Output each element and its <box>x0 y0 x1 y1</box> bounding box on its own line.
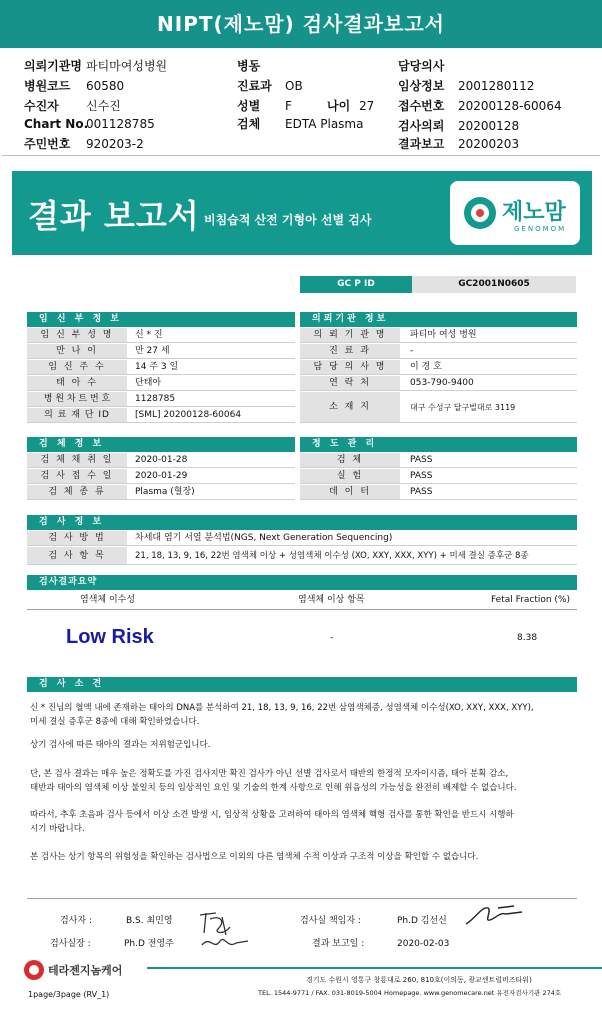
header-department: 진료과 OB <box>237 79 303 93</box>
report-title: NIPT(제노맘) 검사결과보고서 <box>0 0 602 48</box>
table-row: 검 사 항 목 21, 18, 13, 9, 16, 22번 염색체 이상 + 성염색체 이수성 (XO, XXY, XXX, XYY) + 미세 결실 증후군 8종 <box>27 547 577 565</box>
logo-mark-icon <box>464 197 496 229</box>
finding-line: 본 검사는 상기 항목의 위험성을 확인하는 검사법으로 이외의 다른 염색체 수적 이상과 구조적 이상을 확인할 수 없습니다. <box>30 852 479 862</box>
lab-head-name: Ph.D 전영주 <box>124 939 174 949</box>
result-banner <box>12 171 592 255</box>
table-row: 임 신 부 성 명 신 * 진 <box>27 328 295 343</box>
finding-line: 따라서, 추후 초음파 검사 등에서 이상 소견 발생 시, 임상적 상황을 고려하여 태아의 염색체 핵형 검사를 통한 확인을 반드시 시행하 <box>30 810 514 820</box>
company-name: 테라젠지놈케어 <box>48 964 123 977</box>
header-receipt-no: 접수번호 20200128-60064 <box>398 99 562 113</box>
table-row: 소 재 지 대구 수성구 달구벌대로 3119 <box>300 392 577 423</box>
report-date-label: 결과 보고일 : <box>312 939 365 949</box>
table-row: 검 사 접 수 일 2020-01-29 <box>27 469 295 484</box>
table-row: 병 원 차 트 번 호 1128785 <box>27 392 295 407</box>
abnormal-item-value: - <box>330 633 334 643</box>
gcp-id-value: GC2001N0605 <box>412 276 576 293</box>
table-row: 검 사 방 법 차세대 염기 서열 분석법(NGS, Next Generation Sequencing) <box>27 531 577 546</box>
header-sex: 성별 F <box>237 99 292 113</box>
table-row: 의 료 재 단 ID [SML] 20200128-60064 <box>27 408 295 423</box>
fetal-fraction-value: 8.38 <box>517 633 538 643</box>
table-row: 담 당 의 사 명 이 경 호 <box>300 360 577 375</box>
header-request-date: 검사의뢰 20200128 <box>398 119 520 133</box>
banner-title: 결과 보고서 <box>28 197 200 235</box>
header-ward: 병동 <box>237 59 261 73</box>
responsible-name: Ph.D 김선신 <box>397 916 447 926</box>
pregnant-info-heading: 임 신 부 정 보 <box>27 312 295 327</box>
signature-icon <box>192 905 252 955</box>
risk-result: Low Risk <box>66 626 154 648</box>
table-row: 데 이 터 PASS <box>300 485 577 500</box>
table-row: 검 체 종 류 Plasma (혈장) <box>27 485 295 500</box>
table-row: 연 락 처 053-790-9400 <box>300 376 577 391</box>
responsible-label: 검사실 책임자 : <box>300 916 361 926</box>
header-report-date: 결과보고 20200203 <box>398 137 520 151</box>
company-logo-icon <box>24 960 44 980</box>
table-row: 만 나 이 만 27 세 <box>27 344 295 359</box>
table-row: 진 료 과 - <box>300 344 577 359</box>
institution-info-heading: 의뢰기관 정보 <box>300 312 577 327</box>
header-resident-no: 주민번호 920203-2 <box>24 137 144 151</box>
finding-line: 단, 본 검사 결과는 매우 높은 정확도를 가진 검사지만 확진 검사가 아닌 선별 검사로서 태반의 한정적 모자이시즘, 태아 분획 감소, <box>30 769 509 779</box>
summary-col-abnormal: 염색체 이상 항목 <box>298 595 365 605</box>
divider <box>27 609 577 610</box>
header-clinical-info: 임상정보 2001280112 <box>398 79 535 93</box>
header-age: 나이 27 <box>327 99 375 113</box>
table-row: 검 체 채 취 일 2020-01-28 <box>27 453 295 468</box>
page-number: 1page/3page (RV_1) <box>28 990 110 999</box>
table-row: 임 신 주 수 14 주 3 일 <box>27 360 295 375</box>
summary-heading: 검사결과요약 <box>27 575 577 590</box>
table-row: 태 아 수 단태아 <box>27 376 295 391</box>
summary-col-fetal-fraction: Fetal Fraction (%) <box>491 595 570 605</box>
finding-line: 미세 결실 증후군 8종에 대해 확인하였습니다. <box>30 717 200 727</box>
genomom-logo: 제노맘 GENOMOM <box>450 181 580 245</box>
tester-label: 검사자 : <box>60 916 92 926</box>
specimen-info-heading: 검 체 정 보 <box>27 437 295 452</box>
finding-line: 신 * 진님의 혈액 내에 존재하는 태아의 DNA를 분석하여 21, 18, 13, 9, 16, 22번 삼염색체증, 성염색체 이수성(XO, XXY, XXX, XYY), <box>30 703 534 713</box>
signature-icon <box>462 900 526 930</box>
qc-info-heading: 정 도 관 리 <box>300 437 577 452</box>
finding-line: 시기 바랍니다. <box>30 824 85 834</box>
finding-line: 상기 검사에 따른 태아의 결과는 저위험군입니다. <box>30 740 211 750</box>
header-hospital-code: 병원코드 60580 <box>24 79 125 93</box>
test-info-heading: 검 사 정 보 <box>27 515 577 530</box>
findings-heading: 검 사 소 견 <box>27 677 577 692</box>
header-specimen: 검체 EDTA Plasma <box>237 117 364 131</box>
header-chart-no: Chart No.001128785 <box>24 117 155 131</box>
divider <box>27 898 577 899</box>
header-patient: 수진자 신수진 <box>24 99 121 113</box>
table-row: 실 험 PASS <box>300 469 577 484</box>
lab-head-label: 검사실장 : <box>50 939 91 949</box>
header-doctor: 담당의사 <box>398 59 445 73</box>
report-date-value: 2020-02-03 <box>397 939 450 949</box>
footer-contact: TEL. 1544-9771 / FAX. 031-8019-5004 Homepage. www.genomecare.net 유전자검사기관 274호 <box>258 989 562 997</box>
banner-subtitle: 비침습적 산전 기형아 선별 검사 <box>204 213 372 227</box>
tester-name: B.S. 최민영 <box>126 916 173 926</box>
header-institution: 의뢰기관명 파티마여성병원 <box>24 59 168 73</box>
table-row: 검 체 PASS <box>300 453 577 468</box>
divider <box>2 155 600 156</box>
divider <box>147 967 602 969</box>
table-row: 의 뢰 기 관 명 파티마 여성 병원 <box>300 328 577 343</box>
summary-col-aneuploidy: 염색체 이수성 <box>80 595 136 605</box>
footer-address: 경기도 수원시 영통구 창룡대로 260, 810호(이의동, 광교센트럴비즈타워) <box>306 976 532 984</box>
finding-line: 태반과 태아의 염색체 이상 불일치 등의 임상적인 요인 및 기술의 한계 사항으로 인해 위음성의 가능성을 완전히 배제할 수 없습니다. <box>30 783 517 793</box>
gcp-id-label: GC P ID <box>300 276 412 293</box>
